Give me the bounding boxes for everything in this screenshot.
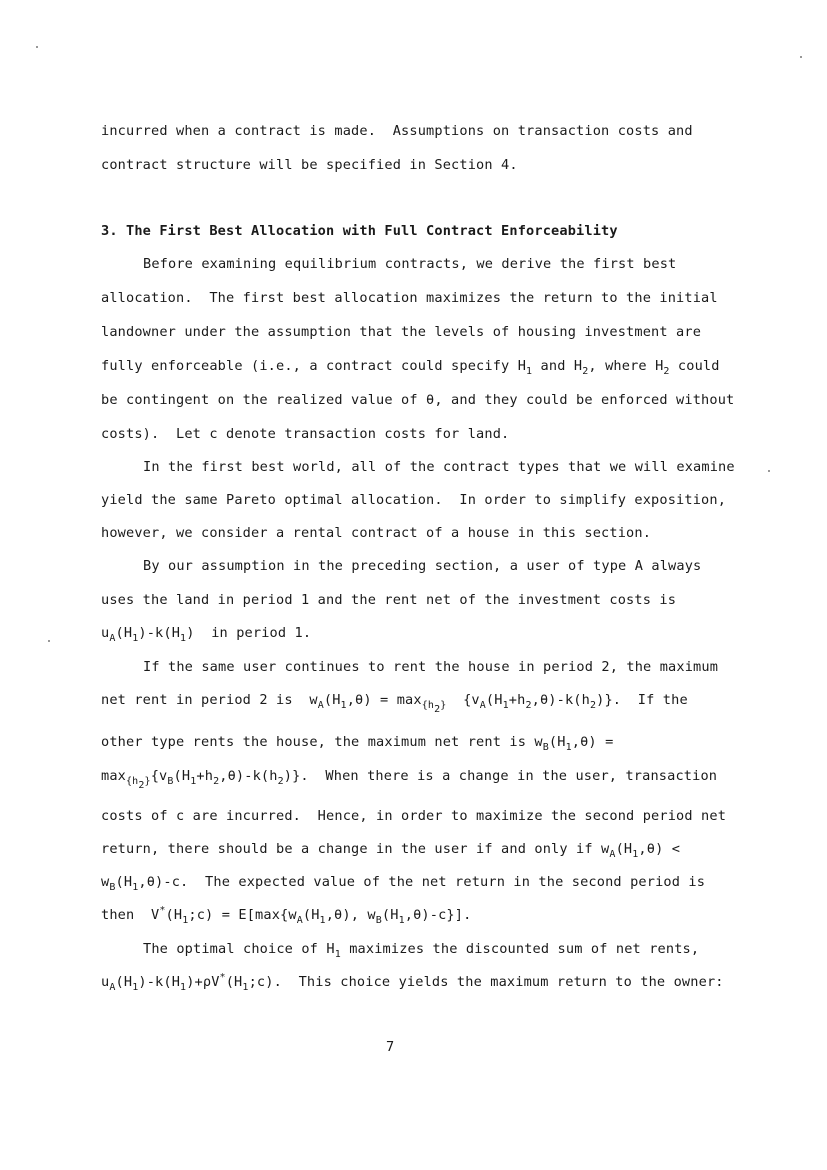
text-line: costs of c are incurred. Hence, in order to maximize the second period net — [101, 808, 727, 824]
scan-speck — [48, 640, 50, 642]
text-line: contract structure will be specified in Section 4. — [101, 157, 518, 173]
text-line: In the first best world, all of the contract types that we will examine — [143, 459, 735, 475]
math-line: return, there should be a change in the user if and only if $w_A(H_1,\theta)$ < — [101, 841, 681, 860]
math-line: fully enforceable (i.e., a contract could specify $H_1$ and $H_2$, where $H_2$ could — [101, 358, 720, 377]
math-line: $\max_{\{h_2\}}\{v_B(H_1+h_2,\theta)-k(h_2)\}$. When there is a change in the user, transaction — [101, 768, 718, 791]
text-line: costs). Let c denote transaction costs for land. — [101, 426, 510, 442]
math-line: $u_A(H_1)-k(H_1)$ in period 1. — [101, 625, 312, 644]
page-number: 7 — [386, 1039, 395, 1055]
math-line: $w_B(H_1,\theta)-c$. The expected value of the net return in the second period is — [101, 874, 706, 893]
text-line: uses the land in period 1 and the rent net of the investment costs is — [101, 592, 677, 608]
math-line: net rent in period 2 is $w_A(H_1,\theta) = \max_{\{h_2\}} \{v_A(H_1+h_2,\theta)-k(h_2)\}$. If the — [101, 692, 688, 715]
scan-speck — [800, 56, 802, 58]
text-line: however, we consider a rental contract of a house in this section. — [101, 525, 652, 541]
math-line: $u_A(H_1)-k(H_1)+\rho V^*(H_1;c)$. This choice yields the maximum return to the owner: — [101, 972, 724, 993]
math-line: other type rents the house, the maximum net rent is $w_B(H_1,\theta)$ = — [101, 734, 614, 753]
text-line: yield the same Pareto optimal allocation. In order to simplify exposition, — [101, 492, 727, 508]
math-line: then $V^*(H_1;c) = E[\max\{w_A(H_1,\theta)$, $w_B(H_1,\theta)-c$}]. — [101, 905, 472, 926]
section-heading: 3. The First Best Allocation with Full Contract Enforceability — [101, 223, 618, 239]
text-line: incurred when a contract is made. Assumptions on transaction costs and — [101, 123, 693, 139]
scan-speck — [768, 470, 770, 472]
text-line: allocation. The first best allocation maximizes the return to the initial — [101, 290, 718, 306]
math-line: The optimal choice of $H_1$ maximizes the discounted sum of net rents, — [143, 941, 700, 960]
text-line: By our assumption in the preceding section, a user of type A always — [143, 558, 702, 574]
text-line: be contingent on the realized value of θ, and they could be enforced without — [101, 392, 735, 408]
scan-speck — [36, 46, 38, 48]
text-line: If the same user continues to rent the house in period 2, the maximum — [143, 659, 719, 675]
text-line: Before examining equilibrium contracts, we derive the first best — [143, 256, 677, 272]
text-line: landowner under the assumption that the levels of housing investment are — [101, 324, 702, 340]
